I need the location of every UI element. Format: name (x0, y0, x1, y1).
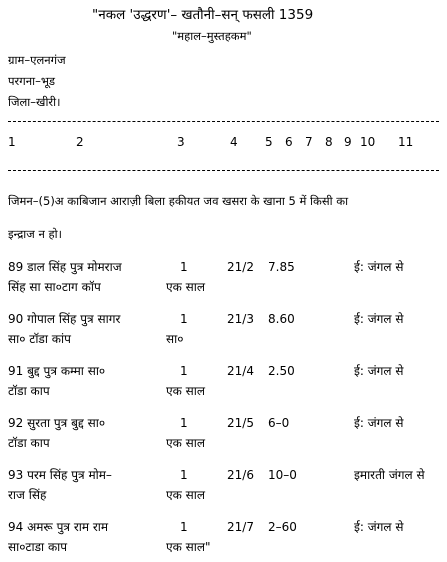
tenure-number: 1 (180, 520, 188, 534)
holder-address: सा० टॉडा कांप (8, 332, 71, 346)
holder-name: 90 गोपाल सिंह पुत्र सागर (8, 312, 121, 326)
khasra-number: 21/7 (227, 520, 254, 534)
tenure-period: सा० (166, 332, 184, 346)
column-number: 3 (177, 135, 185, 149)
column-number: 9 (344, 135, 352, 149)
remark: ई: जंगल से (354, 520, 404, 534)
holder-address: टॉडा काप (8, 436, 50, 450)
tenure-number: 1 (180, 312, 188, 326)
holder-name: 93 परम सिंह पुत्र मोम– (8, 468, 112, 482)
column-number: 10 (360, 135, 376, 149)
holder-address: राज सिंह (8, 488, 47, 502)
holder-address: सिंह सा सा०टाग कॉप (8, 280, 101, 294)
pargana-line: परगना–भूड (8, 74, 56, 88)
remark: ई: जंगल से (354, 364, 404, 378)
area-value: 8.60 (268, 312, 295, 326)
khasra-number: 21/6 (227, 468, 254, 482)
remark: ई: जंगल से (354, 312, 404, 326)
remark: ई: जंगल से (354, 260, 404, 274)
column-number: 11 (398, 135, 414, 149)
holder-name: 89 डाल सिंह पुत्र मोमराज (8, 260, 122, 274)
tenure-number: 1 (180, 364, 188, 378)
village-line: ग्राम–एलनगंज (8, 53, 66, 67)
tenure-number: 1 (180, 260, 188, 274)
note-line-2: इन्द्राज न हो। (8, 227, 62, 241)
khasra-number: 21/5 (227, 416, 254, 430)
remark: इमारती जंगल से (354, 468, 425, 482)
holder-name: 91 बुद्द पुत्र कम्मा सा० (8, 364, 106, 378)
top-divider (8, 121, 439, 122)
holder-name: 92 सुरता पुत्र बुद्द सा० (8, 416, 106, 430)
khasra-number: 21/3 (227, 312, 254, 326)
column-number: 8 (325, 135, 333, 149)
note-line-1: जिमन–(5)अ काबिजान आराज़ी बिला हकीयत जव खसरा के खाना 5 में किसी का (8, 194, 349, 208)
khasra-number: 21/4 (227, 364, 254, 378)
column-number: 6 (285, 135, 293, 149)
column-number: 7 (305, 135, 313, 149)
tenure-period: एक साल (166, 488, 206, 502)
column-number: 4 (230, 135, 238, 149)
tenure-number: 1 (180, 468, 188, 482)
bottom-divider (8, 170, 439, 171)
tenure-period: एक साल (166, 436, 206, 450)
area-value: 2.50 (268, 364, 295, 378)
document-title: "नकल 'उद्धरण'– खतौनी–सन् फसली 1359 (92, 7, 314, 23)
column-number: 5 (265, 135, 273, 149)
tenure-period: एक साल (166, 384, 206, 398)
column-number: 2 (76, 135, 84, 149)
tenure-period: एक साल" (166, 540, 211, 554)
holder-address: टॉडा काप (8, 384, 50, 398)
area-value: 6–0 (268, 416, 290, 430)
khasra-number: 21/2 (227, 260, 254, 274)
column-number: 1 (8, 135, 16, 149)
holder-name: 94 अमरू पुत्र राम राम (8, 520, 109, 534)
area-value: 2–60 (268, 520, 297, 534)
district-line: जिला–खीरी। (8, 95, 61, 109)
tenure-number: 1 (180, 416, 188, 430)
holder-address: सा०टाडा काप (8, 540, 68, 554)
area-value: 7.85 (268, 260, 295, 274)
area-value: 10–0 (268, 468, 297, 482)
remark: ई: जंगल से (354, 416, 404, 430)
tenure-period: एक साल (166, 280, 206, 294)
document-subtitle: "महाल–मुस्तहकम" (172, 29, 252, 43)
